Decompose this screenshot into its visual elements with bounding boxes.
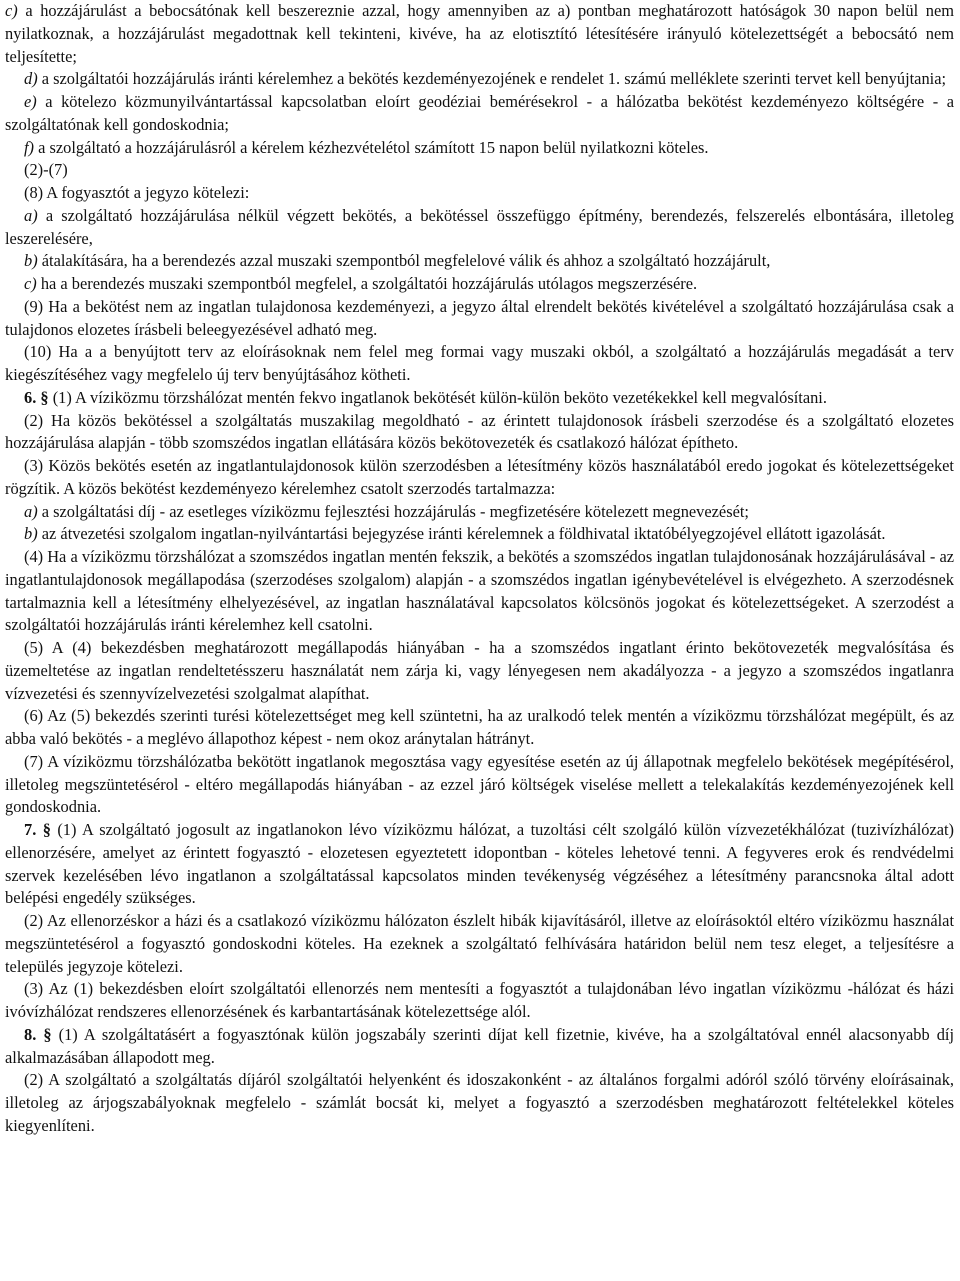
paragraph-text: (2) Az ellenorzéskor a házi és a csatlakozó víziközmu hálózaton észlelt hibák kijavításáról, illetve az eloírásoktól eltéro víziközmu használat megszüntetésérol a fogyasztó gondoskodni köteles. Ha ezeknek a szolgáltató felhívására határidon belül nem tesz eleget, a teljesítésre a település jegyzoje kötelezi. bbox=[5, 911, 954, 976]
paragraph-text: (2) A szolgáltató a szolgáltatás díjáról szolgáltatói helyenként és idoszakonként - az általános forgalmi adóról szóló törvény eloírásainak, illetoleg az árjogszabályoknak megfelelo - számlát bocsát ki, melyet a fogyasztó a szerzodésben meghatározott feltételekkel köteles kiegyenlíteni. bbox=[5, 1070, 954, 1135]
paragraph-text: (1) A szolgáltatásért a fogyasztónak külön jogszabály szerinti díjat kell fizetnie, kivéve, ha a szolgáltatóval ennél alacsonyabb díj alkalmazásában állapodott meg. bbox=[5, 1024, 954, 1067]
paragraph bbox=[5, 0, 954, 68]
item-label: d) bbox=[24, 69, 38, 89]
item-label: a) bbox=[24, 205, 38, 225]
item-label: c) bbox=[24, 274, 37, 293]
section-number: 7. § bbox=[24, 820, 51, 839]
item-label: b) bbox=[24, 524, 38, 544]
paragraph bbox=[5, 910, 954, 978]
paragraph-text: (8) A fogyasztót a jegyzo kötelezi: bbox=[24, 183, 250, 202]
paragraph-text: a kötelezo közmunyilvántartással kapcsolatban eloírt geodéziai bemérésekrol - a hálózatba bekötést kezdeményezo költségére - a szolgáltatónak kell gondoskodnia; bbox=[5, 92, 954, 134]
item-label: b) bbox=[24, 251, 38, 271]
paragraph bbox=[5, 455, 954, 501]
paragraph bbox=[5, 501, 954, 524]
paragraph bbox=[5, 273, 954, 296]
paragraph bbox=[5, 523, 954, 546]
paragraph-text: (4) Ha a víziközmu törzshálózat a szomszédos ingatlan mentén fekszik, a bekötés a szomszédos ingatlan tulajdonosának hozzájárulásával - az ingatlantulajdonosok megállapodása (szerzodéses szolgalom) alapján - a szomszédos ingatlan igénybevételével is elvégezheto. A szerzodésnek tartalmaznia kell a létesítmény elhelyezésével, az ingatlan használatával kapcsolatos kölcsönös jogokat és kötelezettségeket. A szerzodést a szolgáltatói hozzájárulás iránti kérelemhez kell csatolni. bbox=[5, 547, 954, 635]
paragraph-text: (5) A (4) bekezdésben meghatározott megállapodás hiányában - ha a szomszédos ingatlant érinto bekötovezeték megvalósítása és üzemeltetése az ingatlan rendeltetésszeru használatát nem zárja ki, vagy lényegesen nem akadályozza - a jegyzo a szomszédos ingatlanra vízvezetési és szennyvízelvezetési szolgalmat alapíthat. bbox=[5, 638, 954, 703]
paragraph bbox=[5, 1069, 954, 1137]
paragraph-text: (3) Az (1) bekezdésben eloírt szolgáltatói ellenorzés nem mentesíti a fogyasztót a tulajdonában lévo ingatlan víziközmu -hálózat és házi ivóvízhálózat rendszeres ellenorzésének és karbantartásának kötelezettsége alól. bbox=[5, 979, 954, 1021]
paragraph bbox=[5, 819, 954, 910]
paragraph-text: a szolgáltatási díj - az esetleges víziközmu fejlesztési hozzájárulás - megfizetésére kötelezett megnevezését; bbox=[41, 501, 749, 521]
item-label: c) bbox=[5, 1, 18, 20]
paragraph-text: (1) A víziközmu törzshálózat mentén fekvo ingatlanok bekötését külön-külön beköto vezetékekkel kell megvalósítani. bbox=[52, 387, 827, 407]
paragraph bbox=[5, 546, 954, 637]
paragraph bbox=[5, 637, 954, 705]
item-label: f) bbox=[24, 137, 35, 157]
item-label: e) bbox=[24, 92, 37, 111]
paragraph bbox=[5, 751, 954, 819]
paragraph bbox=[5, 182, 954, 205]
paragraph-text: a hozzájárulást a bebocsátónak kell beszereznie azzal, hogy amennyiben az a) pontban meghatározott hatóságok 30 napon belül nem nyilatkoznak, a hozzájárulást megadottnak kell tekinteni, kivéve, ha az elotisztító létesítésére irányuló kötelezettségét a bebocsátó nem teljesítette; bbox=[5, 1, 954, 66]
paragraph-text: (7) A víziközmu törzshálózatba bekötött ingatlanok megosztása vagy egyesítése esetén az új állapotnak megfelelo bekötések megépítésérol, illetoleg megszüntetésérol - eltéro megállapodás hiányában - az ezzel járó költségek viselése mellett a telekalakítás kezdeményezojének kell gondoskodnia. bbox=[5, 751, 954, 817]
paragraph-text: (6) Az (5) bekezdés szerinti turési kötelezettséget meg kell szüntetni, ha az uralkodó telek mentén a víziközmu törzshálózat megépült, és az abba való bekötés - a meglévo állapothoz képest - nem okoz aránytalan hátrányt. bbox=[5, 706, 954, 748]
paragraph-text: (2)-(7) bbox=[24, 160, 68, 180]
paragraph bbox=[5, 91, 954, 137]
paragraph bbox=[5, 296, 954, 342]
paragraph-text: a szolgáltató hozzájárulása nélkül végzett bekötés, a bekötéssel összefüggo építmény, berendezés, felszerelés elbontására, illetoleg leszerelésére, bbox=[5, 205, 954, 248]
paragraph bbox=[5, 205, 954, 251]
paragraph bbox=[5, 705, 954, 751]
paragraph-text: ha a berendezés muszaki szempontból megfelel, a szolgáltatói hozzájárulás utólagos megszerzésére. bbox=[40, 274, 698, 293]
paragraph bbox=[5, 410, 954, 456]
paragraph bbox=[5, 1024, 954, 1070]
section-number: 6. § bbox=[24, 387, 49, 407]
paragraph-text: (3) Közös bekötés esetén az ingatlantulajdonosok külön szerzodésben a létesítmény közös használatából eredo jogokat és kötelezettségeket rögzítik. A közös bekötést kezdeményezo kérelemhez csatolt szerzodés tartalmazza: bbox=[5, 456, 954, 498]
item-label: a) bbox=[24, 501, 38, 521]
paragraph bbox=[5, 978, 954, 1024]
paragraph-text: az átvezetési szolgalom ingatlan-nyilvántartási bejegyzése iránti kérelemnek a földhivatal iktatóbélyegzojével ellátott igazolását. bbox=[41, 524, 886, 544]
paragraph bbox=[5, 159, 954, 182]
paragraph bbox=[5, 137, 954, 160]
paragraph-text: a szolgáltató a hozzájárulásról a kérelem kézhezvételétol számított 15 napon belül nyilatkozni köteles. bbox=[38, 137, 709, 157]
paragraph-text: átalakítására, ha a berendezés azzal muszaki szempontból megfelelové válik és ahhoz a szolgáltató hozzájárult, bbox=[41, 251, 771, 271]
paragraph-text: a szolgáltatói hozzájárulás iránti kérelemhez a bekötés kezdeményezojének e rendelet 1. számú melléklete szerinti tervet kell benyújtania; bbox=[41, 69, 947, 89]
paragraph-text: (10) Ha a a benyújtott terv az eloírásoknak nem felel meg formai vagy muszaki okból, a szolgáltató a hozzájárulás megadását a terv kiegészítéséhez vagy megfelelo új terv benyújtásához kötheti. bbox=[5, 342, 954, 384]
paragraph-text: (1) A szolgáltató jogosult az ingatlanokon lévo víziközmu hálózat, a tuzoltási célt szolgáló külön vízvezetékhálózat (tuzivízhálózat) ellenorzésére, amelyet az érintett fogyasztó - elozetesen egyeztetett idopontban - köteles lehetové tenni. A fegyveres erok és rendvédelmi szervek kezelésében lévo ingatlanon a szolgáltatással kapcsolatos minden tevékenység végzéséhez a létesítmény parancsnoka által adott belépési engedély szükséges. bbox=[5, 820, 955, 908]
paragraph bbox=[5, 68, 954, 91]
paragraph-text: (9) Ha a bekötést nem az ingatlan tulajdonosa kezdeményezi, a jegyzo által elrendelt bekötés kivételével a szolgáltató hozzájárulása csak a tulajdonos elozetes írásbeli beleegyezésével adható meg. bbox=[5, 296, 954, 339]
section-number: 8. § bbox=[24, 1024, 52, 1044]
paragraph-text: (2) Ha közös bekötéssel a szolgáltatás muszakilag megoldható - az érintett tulajdonosok írásbeli szerzodése és a szolgáltató elozetes hozzájárulása alapján - több szomszédos ingatlan ellátására közös bekötovezeték és csatlakozó hálózat építheto. bbox=[5, 410, 954, 453]
paragraph bbox=[5, 387, 954, 410]
paragraph bbox=[5, 250, 954, 273]
paragraph bbox=[5, 341, 954, 387]
